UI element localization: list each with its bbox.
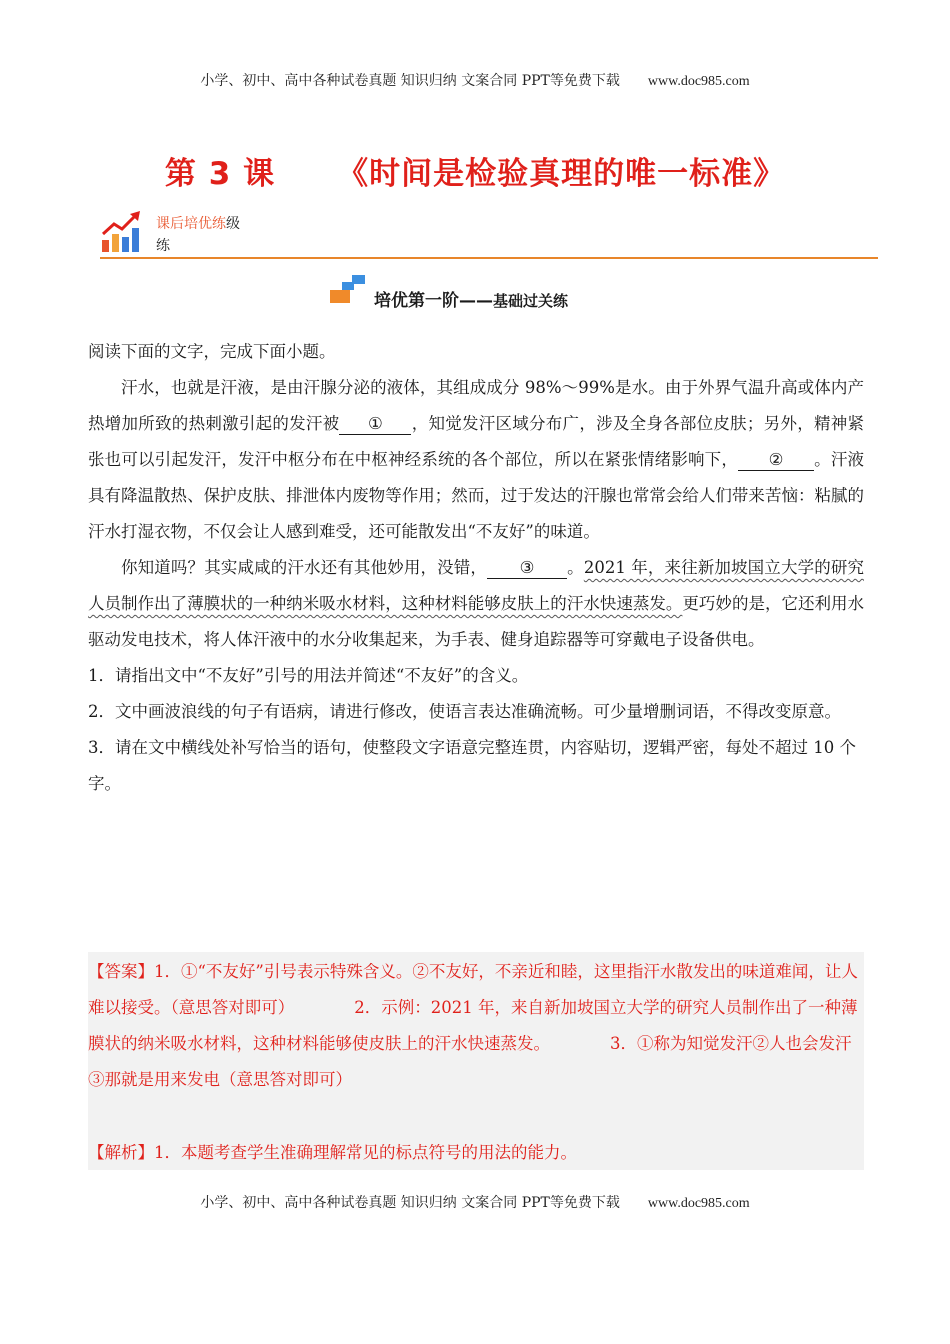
answer-1: 【答案】1．①“不友好”引号表示特殊含义。②不友好，不亲近和睦，这里指汗水散发出的味道难闻，让人难以接受。（意思答对即可） (88, 962, 858, 1017)
section-title: 培优第一阶——基础过关练 (374, 291, 569, 311)
header-divider (100, 257, 878, 259)
instruction: 阅读下面的文字，完成下面小题。 (88, 342, 336, 361)
lesson-name: 《时间是检验真理的唯一标准》 (337, 156, 786, 192)
header-site[interactable]: www.doc985.com (647, 74, 750, 89)
blank-2[interactable]: ② (738, 450, 814, 471)
chart-growth-icon (100, 210, 144, 254)
blank-3[interactable]: ③ (487, 558, 567, 579)
paragraph-1: 汗水，也就是汗液，是由汗腺分泌的液体，其组成成分 98%～99%是水。由于外界气温升高或体内产热增加所致的热刺激引起的发汗被 ① ，知觉发汗区域分布广，涉及全身各部位皮肤；另外，精神紧张也可以引起发汗，发汗中枢分布在中枢神经系统的各个部位，所以在紧张情绪影响下， ② 。汗液具有降温散热、保护皮肤、排泄体内废物等作用；然而，过于发达的汗腺也常常会给人们带来苦恼：粘腻的汗水打湿衣物，不仅会让人感到难受，还可能散发出“不友好”的味道。 (88, 378, 865, 541)
answer-2: 2．示例：2021 年，来自新加坡国立大学的研究人员制作出了一种薄膜状的纳米吸水材料，这种材料能够使皮肤上的汗水快速蒸发。 (88, 998, 858, 1053)
paragraph-2: 你知道吗？其实咸咸的汗水还有其他妙用，没错， ③ 。2021 年，来往新加坡国立大学的研究人员制作出了薄膜状的一种纳米吸水材料，这种材料能够皮肤上的汗水快速蒸发。更巧妙的是，它还利用水驱动发电技术，将人体汗液中的水分收集起来，为手表、健身追踪器等可穿戴电子设备供电。 (88, 558, 865, 649)
badge-label: 课后培优练级 练 (156, 216, 240, 254)
page-title (0, 148, 950, 193)
blank-1[interactable]: ① (339, 414, 411, 435)
page-footer (0, 1192, 950, 1212)
answer-text (88, 954, 864, 1098)
wavy-sentence: 2021 年，来往新加坡国立大学的研究人员制作出了薄膜状的一种纳米吸水材料，这种材料能够皮肤上的汗水快速蒸发。 (88, 558, 864, 613)
reading-passage (88, 334, 864, 802)
header-text: 小学、初中、高中各种试卷真题 知识归纳 文案合同 PPT等免费下载 (200, 73, 620, 89)
question-1: 1．请指出文中“不友好”引号的用法并简述“不友好”的含义。 (88, 666, 529, 685)
footer-site[interactable]: www.doc985.com (647, 1196, 750, 1211)
question-3: 3．请在文中横线处补写恰当的语句，使整段文字语意完整连贯，内容贴切，逻辑严密，每处不超过 10 个字。 (88, 738, 856, 793)
steps-icon (328, 274, 368, 304)
analysis-text: 【解析】1．本题考查学生准确理解常见的标点符号的用法的能力。 (88, 1143, 577, 1162)
question-2: 2．文中画波浪线的句子有语病，请进行修改，使语言表达准确流畅。可少量增删词语，不得改变原意。 (88, 702, 841, 721)
lesson-number: 第 3 课 (164, 156, 276, 192)
footer-text: 小学、初中、高中各种试卷真题 知识归纳 文案合同 PPT等免费下载 (200, 1195, 620, 1211)
page-header (0, 70, 950, 90)
answer-3: 3．①称为知觉发汗②人也会发汗③那就是用来发电（意思答对即可） (88, 1034, 852, 1089)
